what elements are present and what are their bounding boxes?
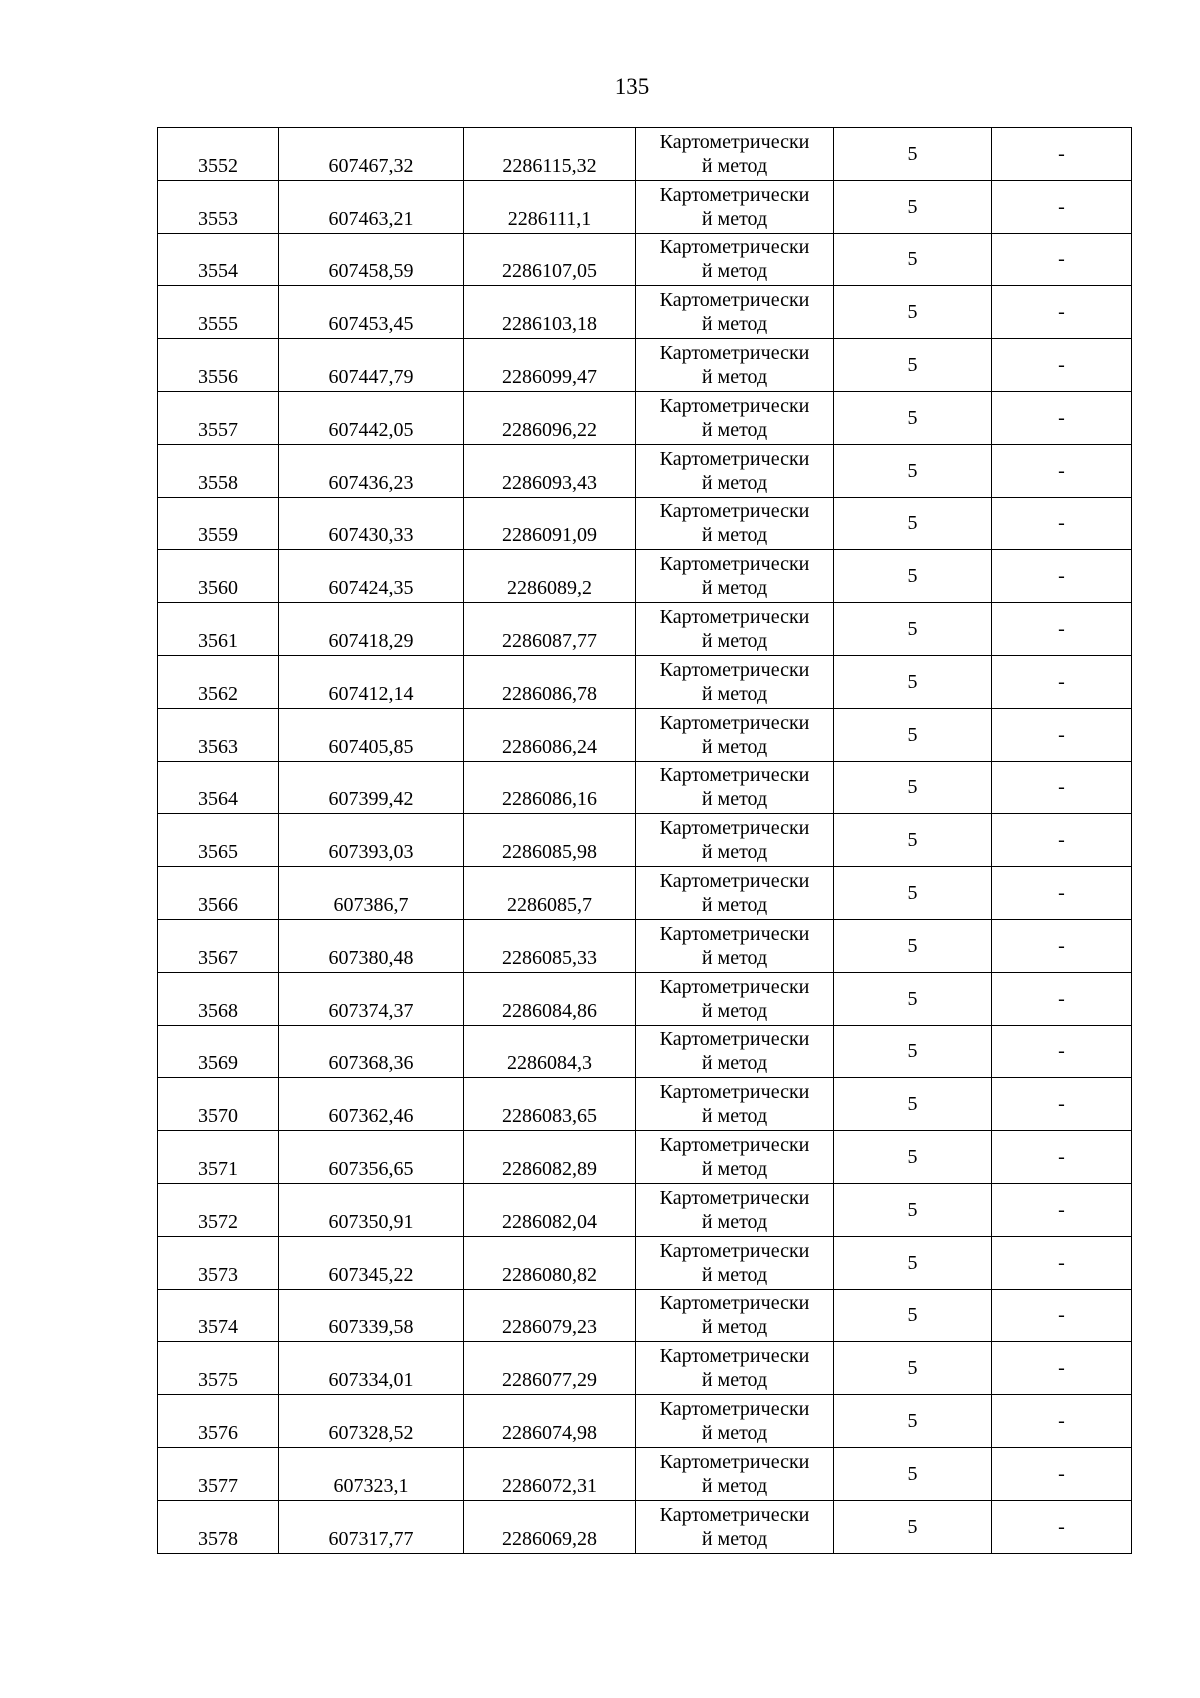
y-coordinate-cell: 2286084,3 (464, 1025, 636, 1078)
table-row (158, 1131, 1132, 1184)
x-coordinate-cell: 607380,48 (279, 919, 464, 972)
accuracy-cell: 5 (834, 761, 992, 814)
page-number: 135 (614, 74, 650, 99)
accuracy-cell: 5 (834, 655, 992, 708)
y-coordinate-cell: 2286086,24 (464, 708, 636, 761)
y-coordinate-cell: 2286091,09 (464, 497, 636, 550)
y-coordinate-cell: 2286099,47 (464, 339, 636, 392)
point-number-cell: 3558 (158, 444, 279, 497)
x-coordinate-cell: 607436,23 (279, 444, 464, 497)
method-line-2: й метод (701, 418, 768, 441)
method-line-1: Картометрически (659, 1186, 810, 1209)
method-line-2: й метод (701, 1263, 768, 1286)
method-cell (636, 286, 834, 339)
note-cell: - (992, 867, 1132, 920)
table-row (158, 1236, 1132, 1289)
note-cell: - (992, 1500, 1132, 1553)
note-cell: - (992, 1183, 1132, 1236)
x-coordinate-cell: 607350,91 (279, 1183, 464, 1236)
accuracy-cell: 5 (834, 391, 992, 444)
x-coordinate-cell: 607328,52 (279, 1395, 464, 1448)
method-cell (636, 1500, 834, 1553)
method-line-1: Картометрически (659, 236, 810, 259)
method-cell (636, 339, 834, 392)
method-line-1: Картометрически (659, 1028, 810, 1051)
accuracy-cell: 5 (834, 708, 992, 761)
method-line-1: Картометрически (659, 1345, 810, 1368)
note-cell: - (992, 1342, 1132, 1395)
point-number-cell: 3575 (158, 1342, 279, 1395)
note-cell: - (992, 1447, 1132, 1500)
method-line-1: Картометрически (659, 711, 810, 734)
accuracy-cell: 5 (834, 1236, 992, 1289)
method-line-2: й метод (701, 313, 768, 336)
y-coordinate-cell: 2286080,82 (464, 1236, 636, 1289)
x-coordinate-cell: 607447,79 (279, 339, 464, 392)
note-cell: - (992, 444, 1132, 497)
note-cell: - (992, 550, 1132, 603)
accuracy-cell: 5 (834, 1078, 992, 1131)
x-coordinate-cell: 607430,33 (279, 497, 464, 550)
accuracy-cell: 5 (834, 1131, 992, 1184)
method-line-1: Картометрически (659, 1239, 810, 1262)
point-number-cell: 3574 (158, 1289, 279, 1342)
method-line-2: й метод (701, 946, 768, 969)
table-row (158, 286, 1132, 339)
point-number-cell: 3568 (158, 972, 279, 1025)
accuracy-cell: 5 (834, 1289, 992, 1342)
method-line-2: й метод (701, 1105, 768, 1128)
y-coordinate-cell: 2286087,77 (464, 603, 636, 656)
accuracy-cell: 5 (834, 972, 992, 1025)
method-line-2: й метод (701, 788, 768, 811)
method-line-2: й метод (701, 1052, 768, 1075)
note-cell: - (992, 655, 1132, 708)
accuracy-cell: 5 (834, 1500, 992, 1553)
method-line-2: й метод (701, 524, 768, 547)
method-line-2: й метод (701, 260, 768, 283)
point-number-cell: 3567 (158, 919, 279, 972)
method-line-2: й метод (701, 894, 768, 917)
table-body (158, 128, 1132, 1554)
method-line-1: Картометрически (659, 553, 810, 576)
x-coordinate-cell: 607323,1 (279, 1447, 464, 1500)
method-line-2: й метод (701, 207, 768, 230)
point-number-cell: 3566 (158, 867, 279, 920)
point-number-cell: 3573 (158, 1236, 279, 1289)
y-coordinate-cell: 2286086,78 (464, 655, 636, 708)
method-line-1: Картометрически (659, 1398, 810, 1421)
accuracy-cell: 5 (834, 233, 992, 286)
table-row (158, 1289, 1132, 1342)
point-number-cell: 3578 (158, 1500, 279, 1553)
y-coordinate-cell: 2286074,98 (464, 1395, 636, 1448)
table-row (158, 972, 1132, 1025)
point-number-cell: 3553 (158, 180, 279, 233)
table-row (158, 180, 1132, 233)
method-line-2: й метод (701, 999, 768, 1022)
note-cell: - (992, 603, 1132, 656)
note-cell: - (992, 919, 1132, 972)
point-number-cell: 3571 (158, 1131, 279, 1184)
x-coordinate-cell: 607339,58 (279, 1289, 464, 1342)
method-line-2: й метод (701, 1158, 768, 1181)
point-number-cell: 3552 (158, 128, 279, 181)
note-cell: - (992, 1395, 1132, 1448)
point-number-cell: 3565 (158, 814, 279, 867)
method-line-1: Картометрически (659, 658, 810, 681)
accuracy-cell: 5 (834, 919, 992, 972)
table-row (158, 1078, 1132, 1131)
table-row (158, 603, 1132, 656)
method-cell (636, 603, 834, 656)
method-line-1: Картометрически (659, 1081, 810, 1104)
method-cell (636, 1289, 834, 1342)
table-row (158, 497, 1132, 550)
note-cell: - (992, 1078, 1132, 1131)
y-coordinate-cell: 2286083,65 (464, 1078, 636, 1131)
coordinates-table (157, 127, 1132, 1554)
table-row (158, 867, 1132, 920)
method-cell (636, 1236, 834, 1289)
table-row (158, 655, 1132, 708)
y-coordinate-cell: 2286085,33 (464, 919, 636, 972)
x-coordinate-cell: 607458,59 (279, 233, 464, 286)
x-coordinate-cell: 607345,22 (279, 1236, 464, 1289)
point-number-cell: 3562 (158, 655, 279, 708)
method-cell (636, 180, 834, 233)
method-line-1: Картометрически (659, 870, 810, 893)
accuracy-cell: 5 (834, 550, 992, 603)
method-line-1: Картометрически (659, 342, 810, 365)
note-cell: - (992, 286, 1132, 339)
note-cell: - (992, 708, 1132, 761)
method-cell (636, 233, 834, 286)
x-coordinate-cell: 607412,14 (279, 655, 464, 708)
note-cell: - (992, 1289, 1132, 1342)
point-number-cell: 3569 (158, 1025, 279, 1078)
note-cell: - (992, 339, 1132, 392)
table-row (158, 233, 1132, 286)
accuracy-cell: 5 (834, 286, 992, 339)
accuracy-cell: 5 (834, 1025, 992, 1078)
method-line-2: й метод (701, 366, 768, 389)
method-cell (636, 550, 834, 603)
method-line-2: й метод (701, 841, 768, 864)
y-coordinate-cell: 2286111,1 (464, 180, 636, 233)
method-line-2: й метод (701, 1527, 768, 1550)
table-row (158, 128, 1132, 181)
accuracy-cell: 5 (834, 814, 992, 867)
method-line-1: Картометрически (659, 975, 810, 998)
table-row (158, 814, 1132, 867)
accuracy-cell: 5 (834, 867, 992, 920)
method-cell (636, 972, 834, 1025)
point-number-cell: 3554 (158, 233, 279, 286)
note-cell: - (992, 1025, 1132, 1078)
x-coordinate-cell: 607334,01 (279, 1342, 464, 1395)
point-number-cell: 3557 (158, 391, 279, 444)
method-line-2: й метод (701, 1474, 768, 1497)
point-number-cell: 3576 (158, 1395, 279, 1448)
accuracy-cell: 5 (834, 339, 992, 392)
table-row (158, 1025, 1132, 1078)
method-cell (636, 1183, 834, 1236)
method-cell (636, 1078, 834, 1131)
point-number-cell: 3560 (158, 550, 279, 603)
method-line-2: й метод (701, 471, 768, 494)
y-coordinate-cell: 2286072,31 (464, 1447, 636, 1500)
method-cell (636, 919, 834, 972)
method-cell (636, 128, 834, 181)
method-cell (636, 1447, 834, 1500)
method-line-1: Картометрически (659, 394, 810, 417)
method-cell (636, 1131, 834, 1184)
y-coordinate-cell: 2286085,98 (464, 814, 636, 867)
note-cell: - (992, 497, 1132, 550)
x-coordinate-cell: 607399,42 (279, 761, 464, 814)
accuracy-cell: 5 (834, 444, 992, 497)
method-line-1: Картометрически (659, 289, 810, 312)
method-cell (636, 391, 834, 444)
x-coordinate-cell: 607424,35 (279, 550, 464, 603)
x-coordinate-cell: 607393,03 (279, 814, 464, 867)
x-coordinate-cell: 607368,36 (279, 1025, 464, 1078)
note-cell: - (992, 1131, 1132, 1184)
accuracy-cell: 5 (834, 603, 992, 656)
method-cell (636, 867, 834, 920)
point-number-cell: 3577 (158, 1447, 279, 1500)
table-row (158, 919, 1132, 972)
x-coordinate-cell: 607442,05 (279, 391, 464, 444)
method-cell (636, 1025, 834, 1078)
accuracy-cell: 5 (834, 128, 992, 181)
method-cell (636, 761, 834, 814)
note-cell: - (992, 233, 1132, 286)
method-line-2: й метод (701, 630, 768, 653)
y-coordinate-cell: 2286093,43 (464, 444, 636, 497)
y-coordinate-cell: 2286082,04 (464, 1183, 636, 1236)
note-cell: - (992, 814, 1132, 867)
x-coordinate-cell: 607405,85 (279, 708, 464, 761)
note-cell: - (992, 391, 1132, 444)
method-cell (636, 444, 834, 497)
y-coordinate-cell: 2286085,7 (464, 867, 636, 920)
method-line-1: Картометрически (659, 1292, 810, 1315)
method-line-1: Картометрически (659, 130, 810, 153)
table-row (158, 1447, 1132, 1500)
y-coordinate-cell: 2286096,22 (464, 391, 636, 444)
table-row (158, 339, 1132, 392)
table-row (158, 761, 1132, 814)
point-number-cell: 3556 (158, 339, 279, 392)
method-line-2: й метод (701, 1422, 768, 1445)
method-line-1: Картометрически (659, 1503, 810, 1526)
x-coordinate-cell: 607463,21 (279, 180, 464, 233)
method-line-1: Картометрически (659, 922, 810, 945)
method-cell (636, 708, 834, 761)
method-line-2: й метод (701, 682, 768, 705)
method-cell (636, 1342, 834, 1395)
x-coordinate-cell: 607356,65 (279, 1131, 464, 1184)
method-cell (636, 655, 834, 708)
table-row (158, 1395, 1132, 1448)
method-line-1: Картометрически (659, 447, 810, 470)
point-number-cell: 3570 (158, 1078, 279, 1131)
accuracy-cell: 5 (834, 497, 992, 550)
accuracy-cell: 5 (834, 1395, 992, 1448)
method-line-1: Картометрически (659, 764, 810, 787)
point-number-cell: 3561 (158, 603, 279, 656)
point-number-cell: 3564 (158, 761, 279, 814)
y-coordinate-cell: 2286107,05 (464, 233, 636, 286)
point-number-cell: 3572 (158, 1183, 279, 1236)
table-row (158, 1183, 1132, 1236)
method-line-1: Картометрически (659, 1134, 810, 1157)
note-cell: - (992, 128, 1132, 181)
y-coordinate-cell: 2286089,2 (464, 550, 636, 603)
table-row (158, 444, 1132, 497)
x-coordinate-cell: 607453,45 (279, 286, 464, 339)
method-line-2: й метод (701, 1316, 768, 1339)
accuracy-cell: 5 (834, 1183, 992, 1236)
method-line-2: й метод (701, 735, 768, 758)
method-cell (636, 1395, 834, 1448)
y-coordinate-cell: 2286086,16 (464, 761, 636, 814)
y-coordinate-cell: 2286069,28 (464, 1500, 636, 1553)
method-line-2: й метод (701, 577, 768, 600)
table-row (158, 1500, 1132, 1553)
y-coordinate-cell: 2286077,29 (464, 1342, 636, 1395)
y-coordinate-cell: 2286079,23 (464, 1289, 636, 1342)
point-number-cell: 3563 (158, 708, 279, 761)
table-row (158, 550, 1132, 603)
method-line-1: Картометрически (659, 500, 810, 523)
method-line-2: й метод (701, 1210, 768, 1233)
x-coordinate-cell: 607386,7 (279, 867, 464, 920)
point-number-cell: 3559 (158, 497, 279, 550)
method-line-1: Картометрически (659, 606, 810, 629)
accuracy-cell: 5 (834, 1342, 992, 1395)
x-coordinate-cell: 607374,37 (279, 972, 464, 1025)
table-row (158, 708, 1132, 761)
note-cell: - (992, 1236, 1132, 1289)
method-line-1: Картометрически (659, 817, 810, 840)
point-number-cell: 3555 (158, 286, 279, 339)
x-coordinate-cell: 607317,77 (279, 1500, 464, 1553)
x-coordinate-cell: 607362,46 (279, 1078, 464, 1131)
method-line-1: Картометрически (659, 1450, 810, 1473)
method-line-1: Картометрически (659, 183, 810, 206)
note-cell: - (992, 972, 1132, 1025)
x-coordinate-cell: 607467,32 (279, 128, 464, 181)
method-cell (636, 497, 834, 550)
y-coordinate-cell: 2286115,32 (464, 128, 636, 181)
method-line-2: й метод (701, 1369, 768, 1392)
note-cell: - (992, 761, 1132, 814)
accuracy-cell: 5 (834, 1447, 992, 1500)
method-cell (636, 814, 834, 867)
note-cell: - (992, 180, 1132, 233)
accuracy-cell: 5 (834, 180, 992, 233)
y-coordinate-cell: 2286084,86 (464, 972, 636, 1025)
x-coordinate-cell: 607418,29 (279, 603, 464, 656)
method-line-2: й метод (701, 154, 768, 177)
y-coordinate-cell: 2286103,18 (464, 286, 636, 339)
table-row (158, 391, 1132, 444)
y-coordinate-cell: 2286082,89 (464, 1131, 636, 1184)
table-row (158, 1342, 1132, 1395)
